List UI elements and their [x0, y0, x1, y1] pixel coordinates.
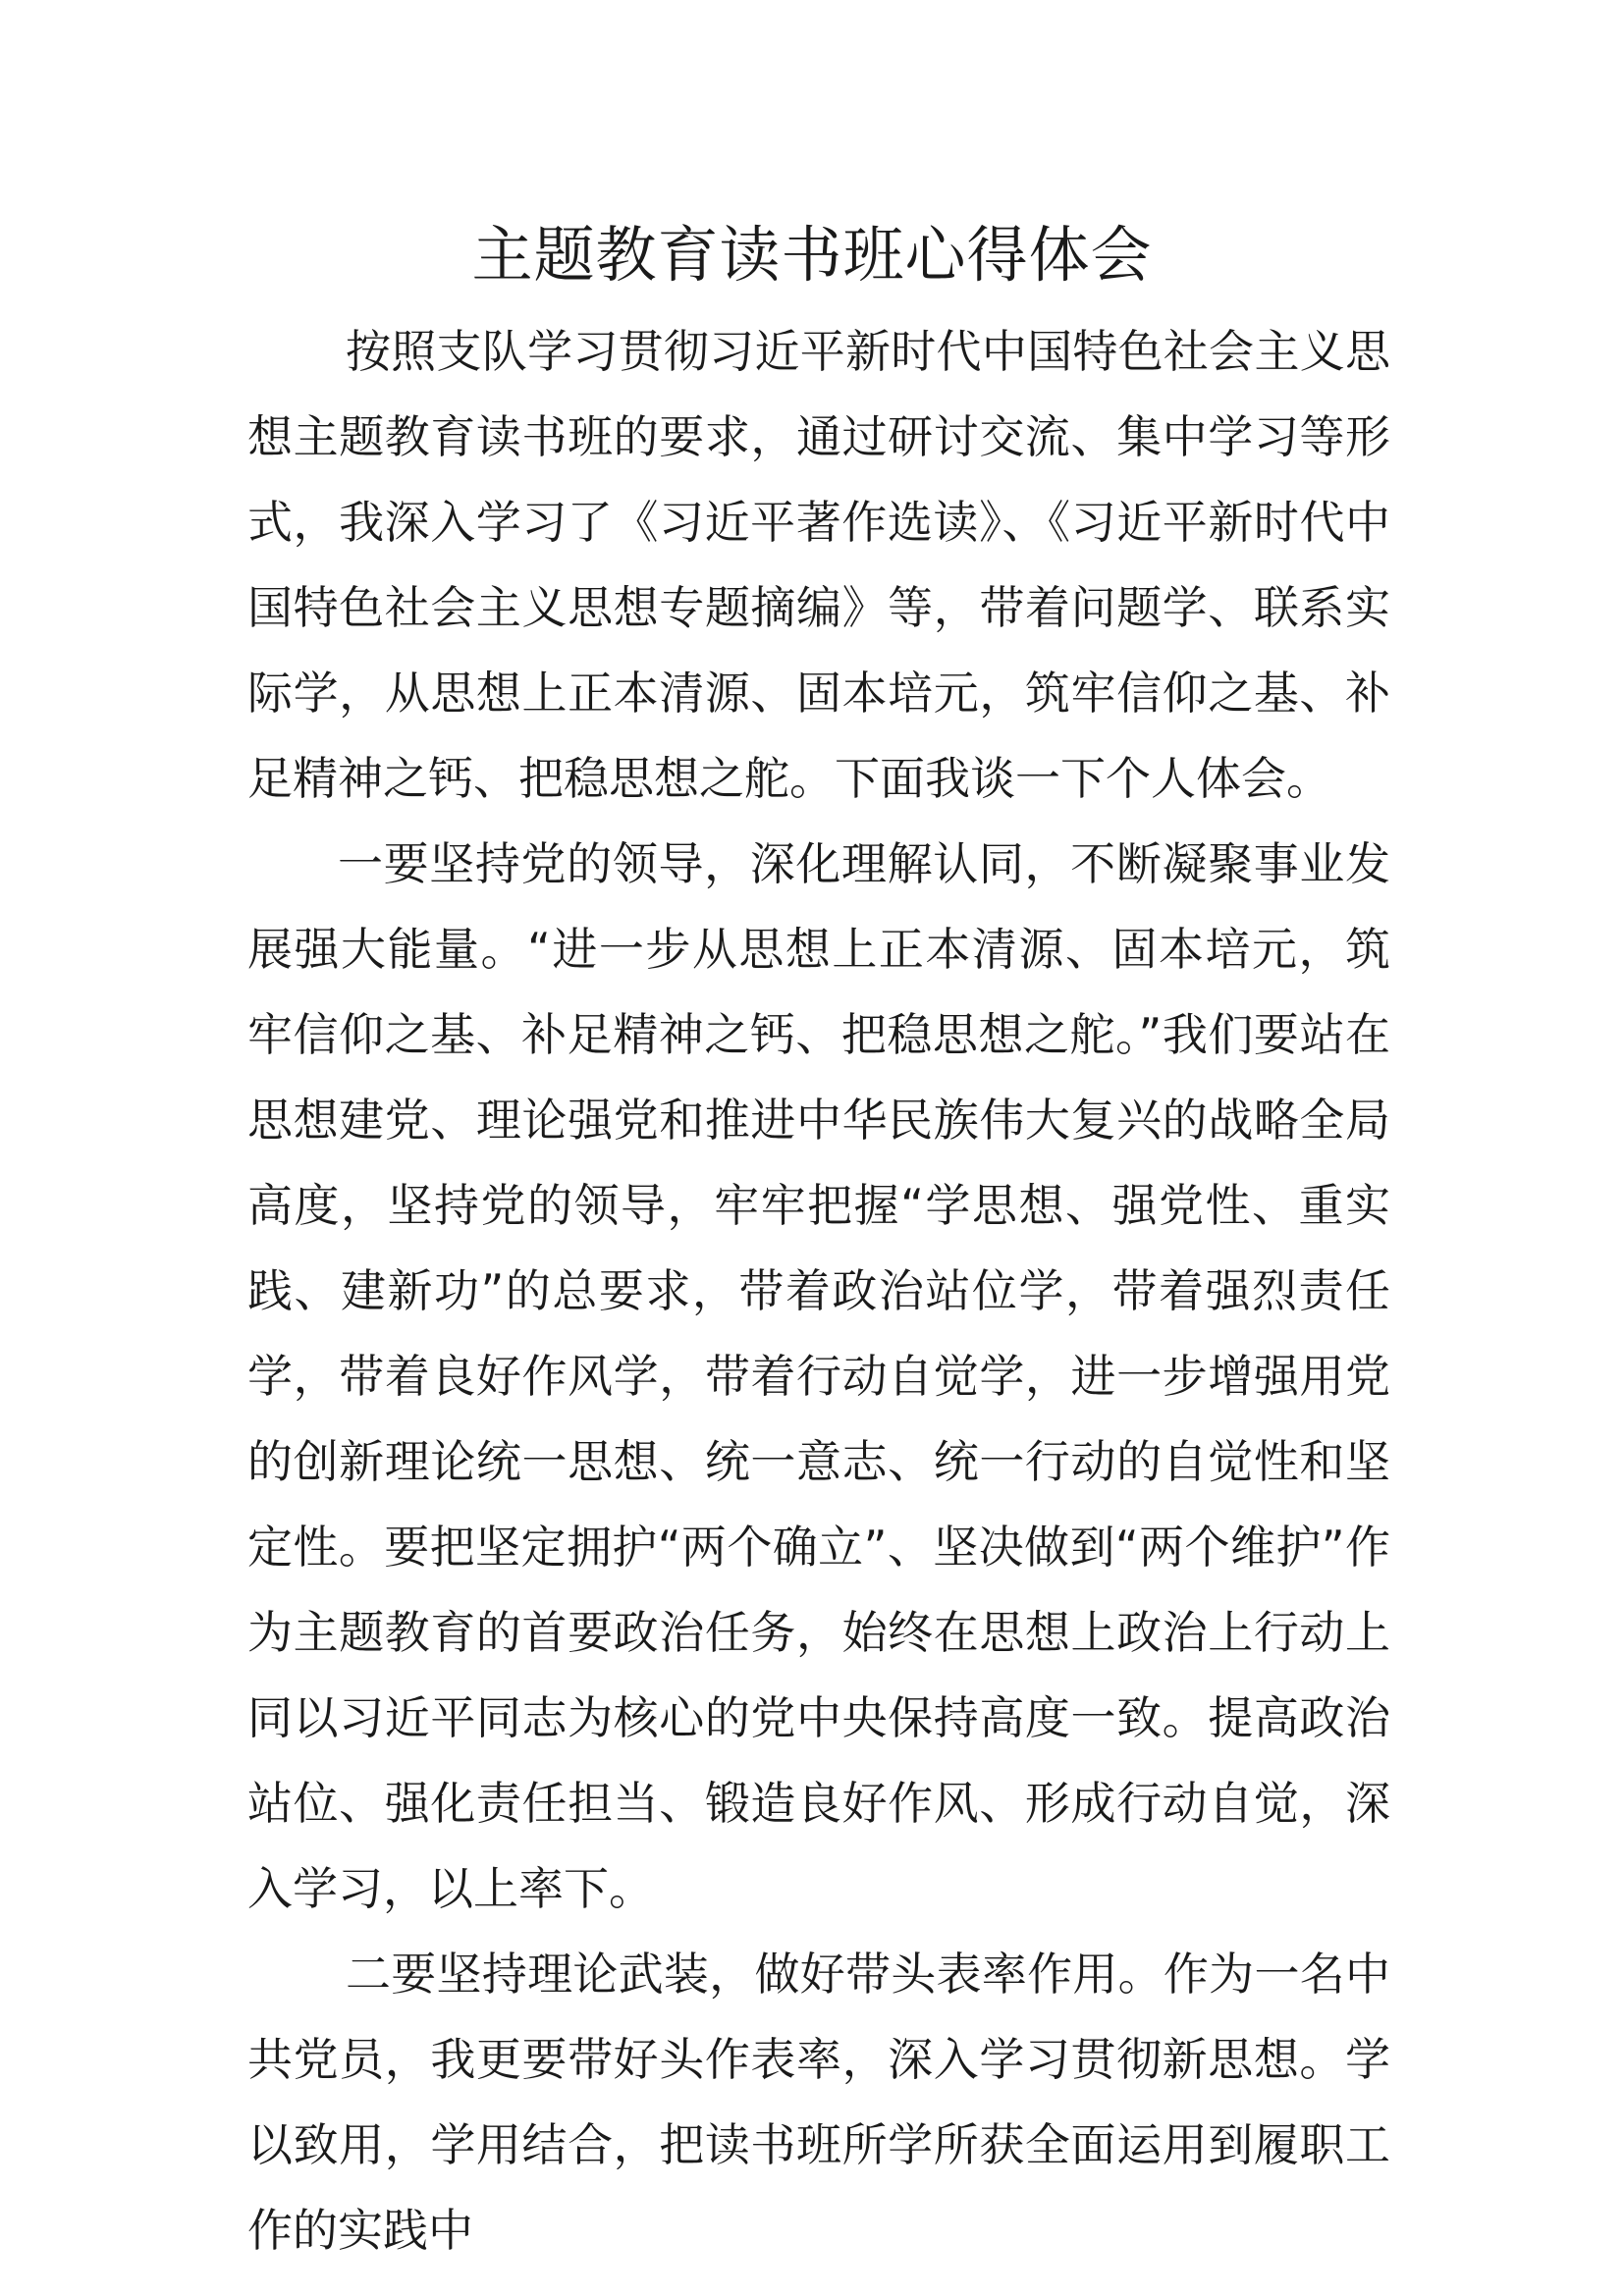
paragraph-point-one: 一要坚持党的领导，深化理解认同，不断凝聚事业发展强大能量。“进一步从思想上正本清源、固本培元，筑牢信仰之基、补足精神之钙、把稳思想之舵。”我们要站在思想建党、理论强党和推进中华民族伟大复兴的战略全局高度，坚持党的领导，牢牢把握“学思想、强党性、重实践、建新功”的总要求，带着政治站位学，带着强烈责任学，带着良好作风学，带着行动自觉学，进一步增强用党的创新理论统一思想、统一意志、统一行动的自觉性和坚定性。要把坚定拥护“两个确立”、坚决做到“两个维护”作为主题教育的首要政治任务，始终在思想上政治上行动上同以习近平同志为核心的党中央保持高度一致。提高政治站位、强化责任担当、锻造良好作风、形成行动自觉，深入学习，以上率下。: [247, 837, 1390, 1915]
paragraph-intro: 按照支队学习贯彻习近平新时代中国特色社会主义思想主题教育读书班的要求，通过研讨交流、集中学习等形式，我深入学习了《习近平著作选读》、《习近平新时代中国特色社会主义思想专题摘编》等，带着问题学、联系实际学，从思想上正本清源、固本培元，筑牢信仰之基、补足精神之钙、把稳思想之舵。下面我谈一下个人体会。: [247, 325, 1390, 805]
document-body: [247, 309, 1390, 2273]
paragraph-point-two: 二要坚持理论武装，做好带头表率作用。作为一名中共党员，我更要带好头作表率，深入学习贯彻新思想。学以致用，学用结合，把读书班所学所获全面运用到履职工作的实践中: [247, 1948, 1390, 2257]
document-title: 主题教育读书班心得体会: [471, 219, 1153, 291]
